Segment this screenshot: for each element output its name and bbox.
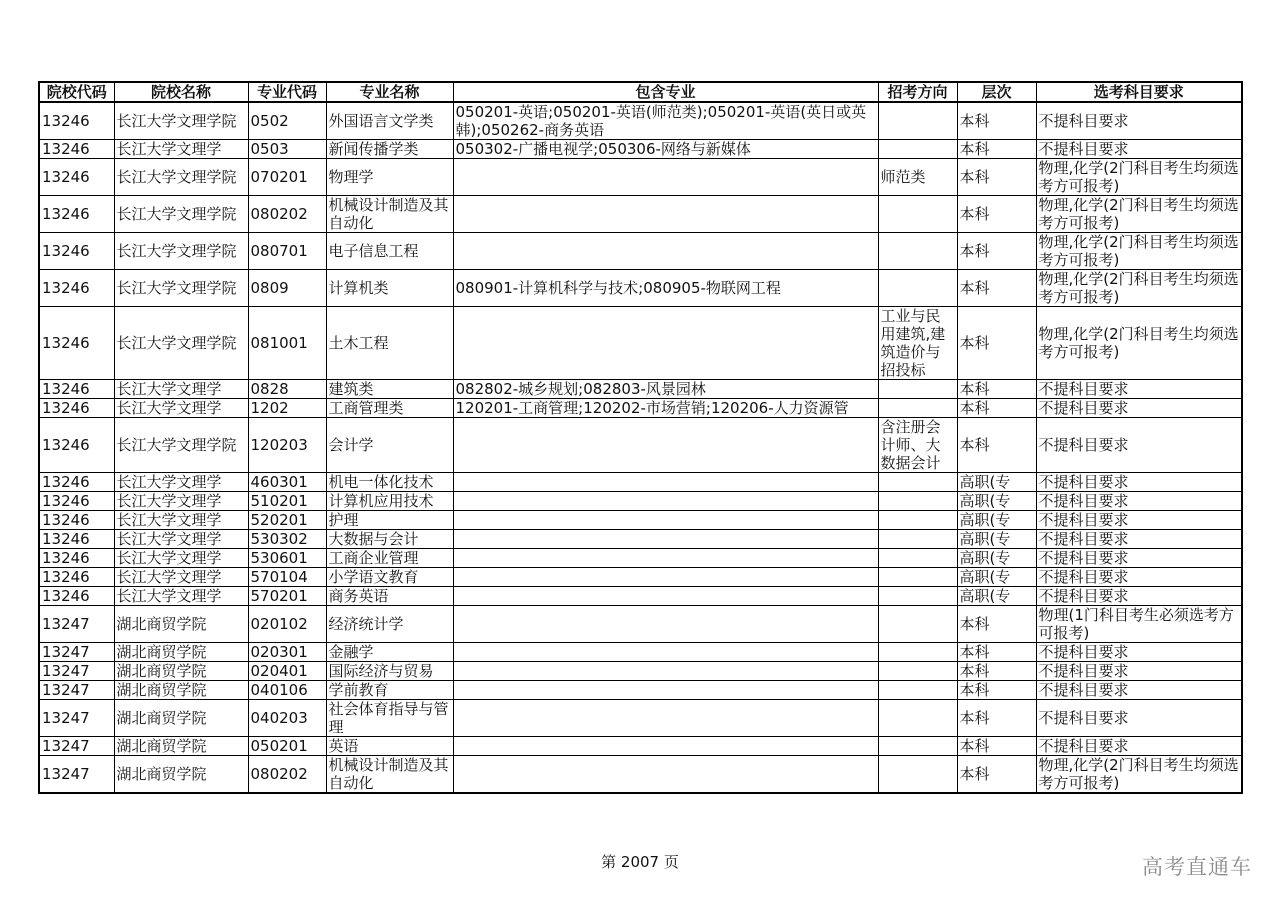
cell-school-code: 13246 [39, 511, 114, 530]
cell-major-name: 工商企业管理 [326, 549, 453, 568]
cell-school-code: 13246 [39, 140, 114, 159]
cell-school-name: 长江大学文理学 [114, 399, 248, 418]
page-number: 第 2007 页 [601, 853, 679, 871]
cell-level: 本科 [957, 270, 1036, 307]
cell-level: 本科 [957, 756, 1036, 794]
cell-subject-requirement: 不提科目要求 [1036, 587, 1242, 606]
cell-included-majors [453, 662, 878, 681]
cell-subject-requirement: 不提科目要求 [1036, 643, 1242, 662]
table-body [39, 102, 1242, 793]
cell-school-code: 13247 [39, 737, 114, 756]
cell-level: 本科 [957, 606, 1036, 643]
column-header-level: 层次 [957, 82, 1036, 102]
cell-major-name: 电子信息工程 [326, 233, 453, 270]
cell-admission-direction [878, 530, 957, 549]
cell-major-code: 530601 [248, 549, 326, 568]
cell-school-code: 13246 [39, 587, 114, 606]
cell-subject-requirement: 物理(1门科目考生必须选考方可报考) [1036, 606, 1242, 643]
column-header-admission-direction: 招考方向 [878, 82, 957, 102]
cell-level: 本科 [957, 681, 1036, 700]
cell-school-name: 长江大学文理学院 [114, 159, 248, 196]
cell-admission-direction [878, 587, 957, 606]
cell-level: 高职(专 [957, 530, 1036, 549]
cell-subject-requirement: 物理,化学(2门科目考生均须选考方可报考) [1036, 196, 1242, 233]
cell-subject-requirement: 不提科目要求 [1036, 511, 1242, 530]
cell-major-name: 外国语言文学类 [326, 102, 453, 140]
table-row [39, 549, 1242, 568]
cell-school-code: 13246 [39, 307, 114, 380]
column-header-major-code: 专业代码 [248, 82, 326, 102]
cell-major-name: 大数据与会计 [326, 530, 453, 549]
cell-included-majors [453, 492, 878, 511]
cell-level: 本科 [957, 159, 1036, 196]
cell-included-majors [453, 159, 878, 196]
cell-school-code: 13246 [39, 530, 114, 549]
cell-admission-direction: 含注册会计师、大数据会计 [878, 418, 957, 473]
cell-major-code: 040203 [248, 700, 326, 737]
cell-admission-direction [878, 756, 957, 794]
cell-major-code: 020301 [248, 643, 326, 662]
cell-school-code: 13246 [39, 159, 114, 196]
table-row [39, 102, 1242, 140]
cell-subject-requirement: 不提科目要求 [1036, 568, 1242, 587]
cell-included-majors [453, 568, 878, 587]
cell-included-majors [453, 756, 878, 794]
cell-admission-direction [878, 196, 957, 233]
cell-school-code: 13247 [39, 643, 114, 662]
cell-major-code: 050201 [248, 737, 326, 756]
cell-major-code: 0502 [248, 102, 326, 140]
cell-school-code: 13246 [39, 196, 114, 233]
cell-major-code: 530302 [248, 530, 326, 549]
table-row [39, 511, 1242, 530]
table-row [39, 568, 1242, 587]
cell-included-majors [453, 643, 878, 662]
cell-subject-requirement: 不提科目要求 [1036, 473, 1242, 492]
cell-major-name: 国际经济与贸易 [326, 662, 453, 681]
column-header-major-name: 专业名称 [326, 82, 453, 102]
cell-major-name: 计算机应用技术 [326, 492, 453, 511]
cell-major-code: 460301 [248, 473, 326, 492]
cell-included-majors [453, 511, 878, 530]
cell-major-code: 080202 [248, 756, 326, 794]
cell-included-majors [453, 606, 878, 643]
table-row [39, 233, 1242, 270]
table-row [39, 700, 1242, 737]
cell-major-name: 建筑类 [326, 380, 453, 399]
cell-subject-requirement: 不提科目要求 [1036, 399, 1242, 418]
table-row [39, 473, 1242, 492]
cell-admission-direction [878, 511, 957, 530]
cell-admission-direction [878, 681, 957, 700]
table-row [39, 140, 1242, 159]
cell-major-code: 080701 [248, 233, 326, 270]
cell-level: 高职(专 [957, 568, 1036, 587]
cell-admission-direction [878, 549, 957, 568]
cell-major-name: 社会体育指导与管理 [326, 700, 453, 737]
cell-school-code: 13246 [39, 233, 114, 270]
cell-admission-direction [878, 102, 957, 140]
table-row [39, 681, 1242, 700]
cell-major-name: 会计学 [326, 418, 453, 473]
cell-school-name: 长江大学文理学院 [114, 233, 248, 270]
cell-school-code: 13246 [39, 380, 114, 399]
cell-school-code: 13246 [39, 399, 114, 418]
cell-subject-requirement: 物理,化学(2门科目考生均须选考方可报考) [1036, 756, 1242, 794]
table-row [39, 492, 1242, 511]
cell-school-name: 长江大学文理学 [114, 549, 248, 568]
cell-included-majors [453, 737, 878, 756]
cell-level: 高职(专 [957, 511, 1036, 530]
cell-major-code: 1202 [248, 399, 326, 418]
cell-subject-requirement: 不提科目要求 [1036, 102, 1242, 140]
cell-level: 本科 [957, 399, 1036, 418]
cell-major-code: 570201 [248, 587, 326, 606]
cell-subject-requirement: 不提科目要求 [1036, 662, 1242, 681]
cell-major-code: 520201 [248, 511, 326, 530]
cell-level: 高职(专 [957, 473, 1036, 492]
cell-subject-requirement: 物理,化学(2门科目考生均须选考方可报考) [1036, 233, 1242, 270]
cell-major-name: 商务英语 [326, 587, 453, 606]
cell-school-code: 13246 [39, 549, 114, 568]
cell-major-name: 机械设计制造及其自动化 [326, 196, 453, 233]
cell-school-name: 长江大学文理学院 [114, 307, 248, 380]
cell-subject-requirement: 物理,化学(2门科目考生均须选考方可报考) [1036, 270, 1242, 307]
cell-level: 本科 [957, 700, 1036, 737]
cell-major-code: 0828 [248, 380, 326, 399]
cell-admission-direction [878, 492, 957, 511]
cell-included-majors [453, 418, 878, 473]
column-header-subject-requirement: 选考科目要求 [1036, 82, 1242, 102]
cell-major-code: 080202 [248, 196, 326, 233]
table-row [39, 380, 1242, 399]
cell-major-name: 学前教育 [326, 681, 453, 700]
cell-major-code: 510201 [248, 492, 326, 511]
cell-school-code: 13247 [39, 681, 114, 700]
cell-school-code: 13246 [39, 473, 114, 492]
cell-subject-requirement: 物理,化学(2门科目考生均须选考方可报考) [1036, 159, 1242, 196]
cell-admission-direction [878, 399, 957, 418]
cell-admission-direction [878, 606, 957, 643]
cell-admission-direction [878, 643, 957, 662]
table-row [39, 756, 1242, 794]
cell-subject-requirement: 不提科目要求 [1036, 530, 1242, 549]
cell-school-name: 长江大学文理学院 [114, 270, 248, 307]
cell-included-majors: 120201-工商管理;120202-市场营销;120206-人力资源管 [453, 399, 878, 418]
cell-level: 本科 [957, 102, 1036, 140]
cell-school-code: 13247 [39, 700, 114, 737]
cell-subject-requirement: 不提科目要求 [1036, 700, 1242, 737]
cell-included-majors [453, 587, 878, 606]
table-row [39, 399, 1242, 418]
column-header-included-majors: 包含专业 [453, 82, 878, 102]
table-row [39, 196, 1242, 233]
cell-school-code: 13247 [39, 756, 114, 794]
cell-level: 高职(专 [957, 492, 1036, 511]
cell-school-name: 湖北商贸学院 [114, 606, 248, 643]
cell-school-name: 湖北商贸学院 [114, 700, 248, 737]
cell-included-majors: 082802-城乡规划;082803-风景园林 [453, 380, 878, 399]
table-row [39, 737, 1242, 756]
cell-level: 本科 [957, 196, 1036, 233]
cell-school-code: 13247 [39, 662, 114, 681]
table-row [39, 159, 1242, 196]
cell-school-code: 13246 [39, 492, 114, 511]
cell-school-name: 长江大学文理学 [114, 587, 248, 606]
cell-level: 高职(专 [957, 587, 1036, 606]
cell-major-code: 020102 [248, 606, 326, 643]
cell-school-name: 长江大学文理学 [114, 511, 248, 530]
table-row [39, 307, 1242, 380]
cell-level: 本科 [957, 662, 1036, 681]
cell-major-name: 物理学 [326, 159, 453, 196]
cell-included-majors: 080901-计算机科学与技术;080905-物联网工程 [453, 270, 878, 307]
table-header [39, 82, 1242, 102]
cell-major-name: 土木工程 [326, 307, 453, 380]
cell-school-code: 13246 [39, 102, 114, 140]
cell-admission-direction [878, 473, 957, 492]
cell-school-name: 长江大学文理学 [114, 492, 248, 511]
cell-major-name: 新闻传播学类 [326, 140, 453, 159]
admission-table [38, 81, 1243, 794]
cell-major-code: 081001 [248, 307, 326, 380]
cell-school-name: 长江大学文理学院 [114, 102, 248, 140]
cell-level: 高职(专 [957, 549, 1036, 568]
cell-school-name: 湖北商贸学院 [114, 756, 248, 794]
cell-subject-requirement: 不提科目要求 [1036, 492, 1242, 511]
cell-major-code: 0503 [248, 140, 326, 159]
column-header-school-name: 院校名称 [114, 82, 248, 102]
cell-included-majors: 050302-广播电视学;050306-网络与新媒体 [453, 140, 878, 159]
cell-admission-direction: 师范类 [878, 159, 957, 196]
cell-admission-direction [878, 140, 957, 159]
cell-major-name: 金融学 [326, 643, 453, 662]
cell-major-name: 护理 [326, 511, 453, 530]
cell-admission-direction [878, 568, 957, 587]
cell-school-code: 13247 [39, 606, 114, 643]
cell-major-code: 570104 [248, 568, 326, 587]
cell-school-code: 13246 [39, 418, 114, 473]
cell-included-majors [453, 196, 878, 233]
cell-major-name: 工商管理类 [326, 399, 453, 418]
cell-included-majors [453, 681, 878, 700]
table-row [39, 530, 1242, 549]
table-row [39, 662, 1242, 681]
cell-major-code: 0809 [248, 270, 326, 307]
cell-school-name: 长江大学文理学 [114, 380, 248, 399]
cell-subject-requirement: 不提科目要求 [1036, 737, 1242, 756]
cell-level: 本科 [957, 307, 1036, 380]
cell-level: 本科 [957, 643, 1036, 662]
cell-school-code: 13246 [39, 568, 114, 587]
cell-subject-requirement: 不提科目要求 [1036, 140, 1242, 159]
table-row [39, 270, 1242, 307]
cell-level: 本科 [957, 737, 1036, 756]
table-row [39, 643, 1242, 662]
cell-major-name: 机械设计制造及其自动化 [326, 756, 453, 794]
cell-subject-requirement: 物理,化学(2门科目考生均须选考方可报考) [1036, 307, 1242, 380]
column-header-school-code: 院校代码 [39, 82, 114, 102]
cell-level: 本科 [957, 233, 1036, 270]
cell-school-name: 长江大学文理学 [114, 473, 248, 492]
cell-included-majors [453, 549, 878, 568]
cell-school-name: 湖北商贸学院 [114, 662, 248, 681]
table-row [39, 418, 1242, 473]
cell-subject-requirement: 不提科目要求 [1036, 681, 1242, 700]
cell-school-name: 长江大学文理学 [114, 530, 248, 549]
cell-school-name: 长江大学文理学院 [114, 418, 248, 473]
cell-admission-direction [878, 737, 957, 756]
cell-major-name: 机电一体化技术 [326, 473, 453, 492]
cell-major-code: 020401 [248, 662, 326, 681]
cell-admission-direction [878, 380, 957, 399]
cell-major-code: 070201 [248, 159, 326, 196]
header-row [39, 82, 1242, 102]
cell-subject-requirement: 不提科目要求 [1036, 380, 1242, 399]
cell-major-name: 小学语文教育 [326, 568, 453, 587]
cell-admission-direction [878, 700, 957, 737]
cell-level: 本科 [957, 380, 1036, 399]
cell-school-name: 长江大学文理学院 [114, 196, 248, 233]
cell-admission-direction [878, 662, 957, 681]
cell-school-name: 长江大学文理学 [114, 140, 248, 159]
cell-included-majors [453, 700, 878, 737]
cell-school-code: 13246 [39, 270, 114, 307]
cell-admission-direction [878, 270, 957, 307]
table-row [39, 606, 1242, 643]
cell-admission-direction: 工业与民用建筑,建筑造价与招投标 [878, 307, 957, 380]
cell-major-name: 计算机类 [326, 270, 453, 307]
cell-school-name: 湖北商贸学院 [114, 643, 248, 662]
cell-included-majors [453, 530, 878, 549]
cell-included-majors [453, 473, 878, 492]
cell-school-name: 长江大学文理学 [114, 568, 248, 587]
cell-level: 本科 [957, 418, 1036, 473]
table-row [39, 587, 1242, 606]
cell-major-code: 120203 [248, 418, 326, 473]
cell-level: 本科 [957, 140, 1036, 159]
cell-included-majors: 050201-英语;050201-英语(师范类);050201-英语(英日或英韩);050262-商务英语 [453, 102, 878, 140]
cell-major-name: 英语 [326, 737, 453, 756]
cell-major-name: 经济统计学 [326, 606, 453, 643]
cell-school-name: 湖北商贸学院 [114, 737, 248, 756]
cell-major-code: 040106 [248, 681, 326, 700]
cell-subject-requirement: 不提科目要求 [1036, 549, 1242, 568]
cell-school-name: 湖北商贸学院 [114, 681, 248, 700]
cell-included-majors [453, 307, 878, 380]
cell-subject-requirement: 不提科目要求 [1036, 418, 1242, 473]
cell-included-majors [453, 233, 878, 270]
watermark-logo: 高考直通车 [1142, 855, 1252, 879]
cell-admission-direction [878, 233, 957, 270]
